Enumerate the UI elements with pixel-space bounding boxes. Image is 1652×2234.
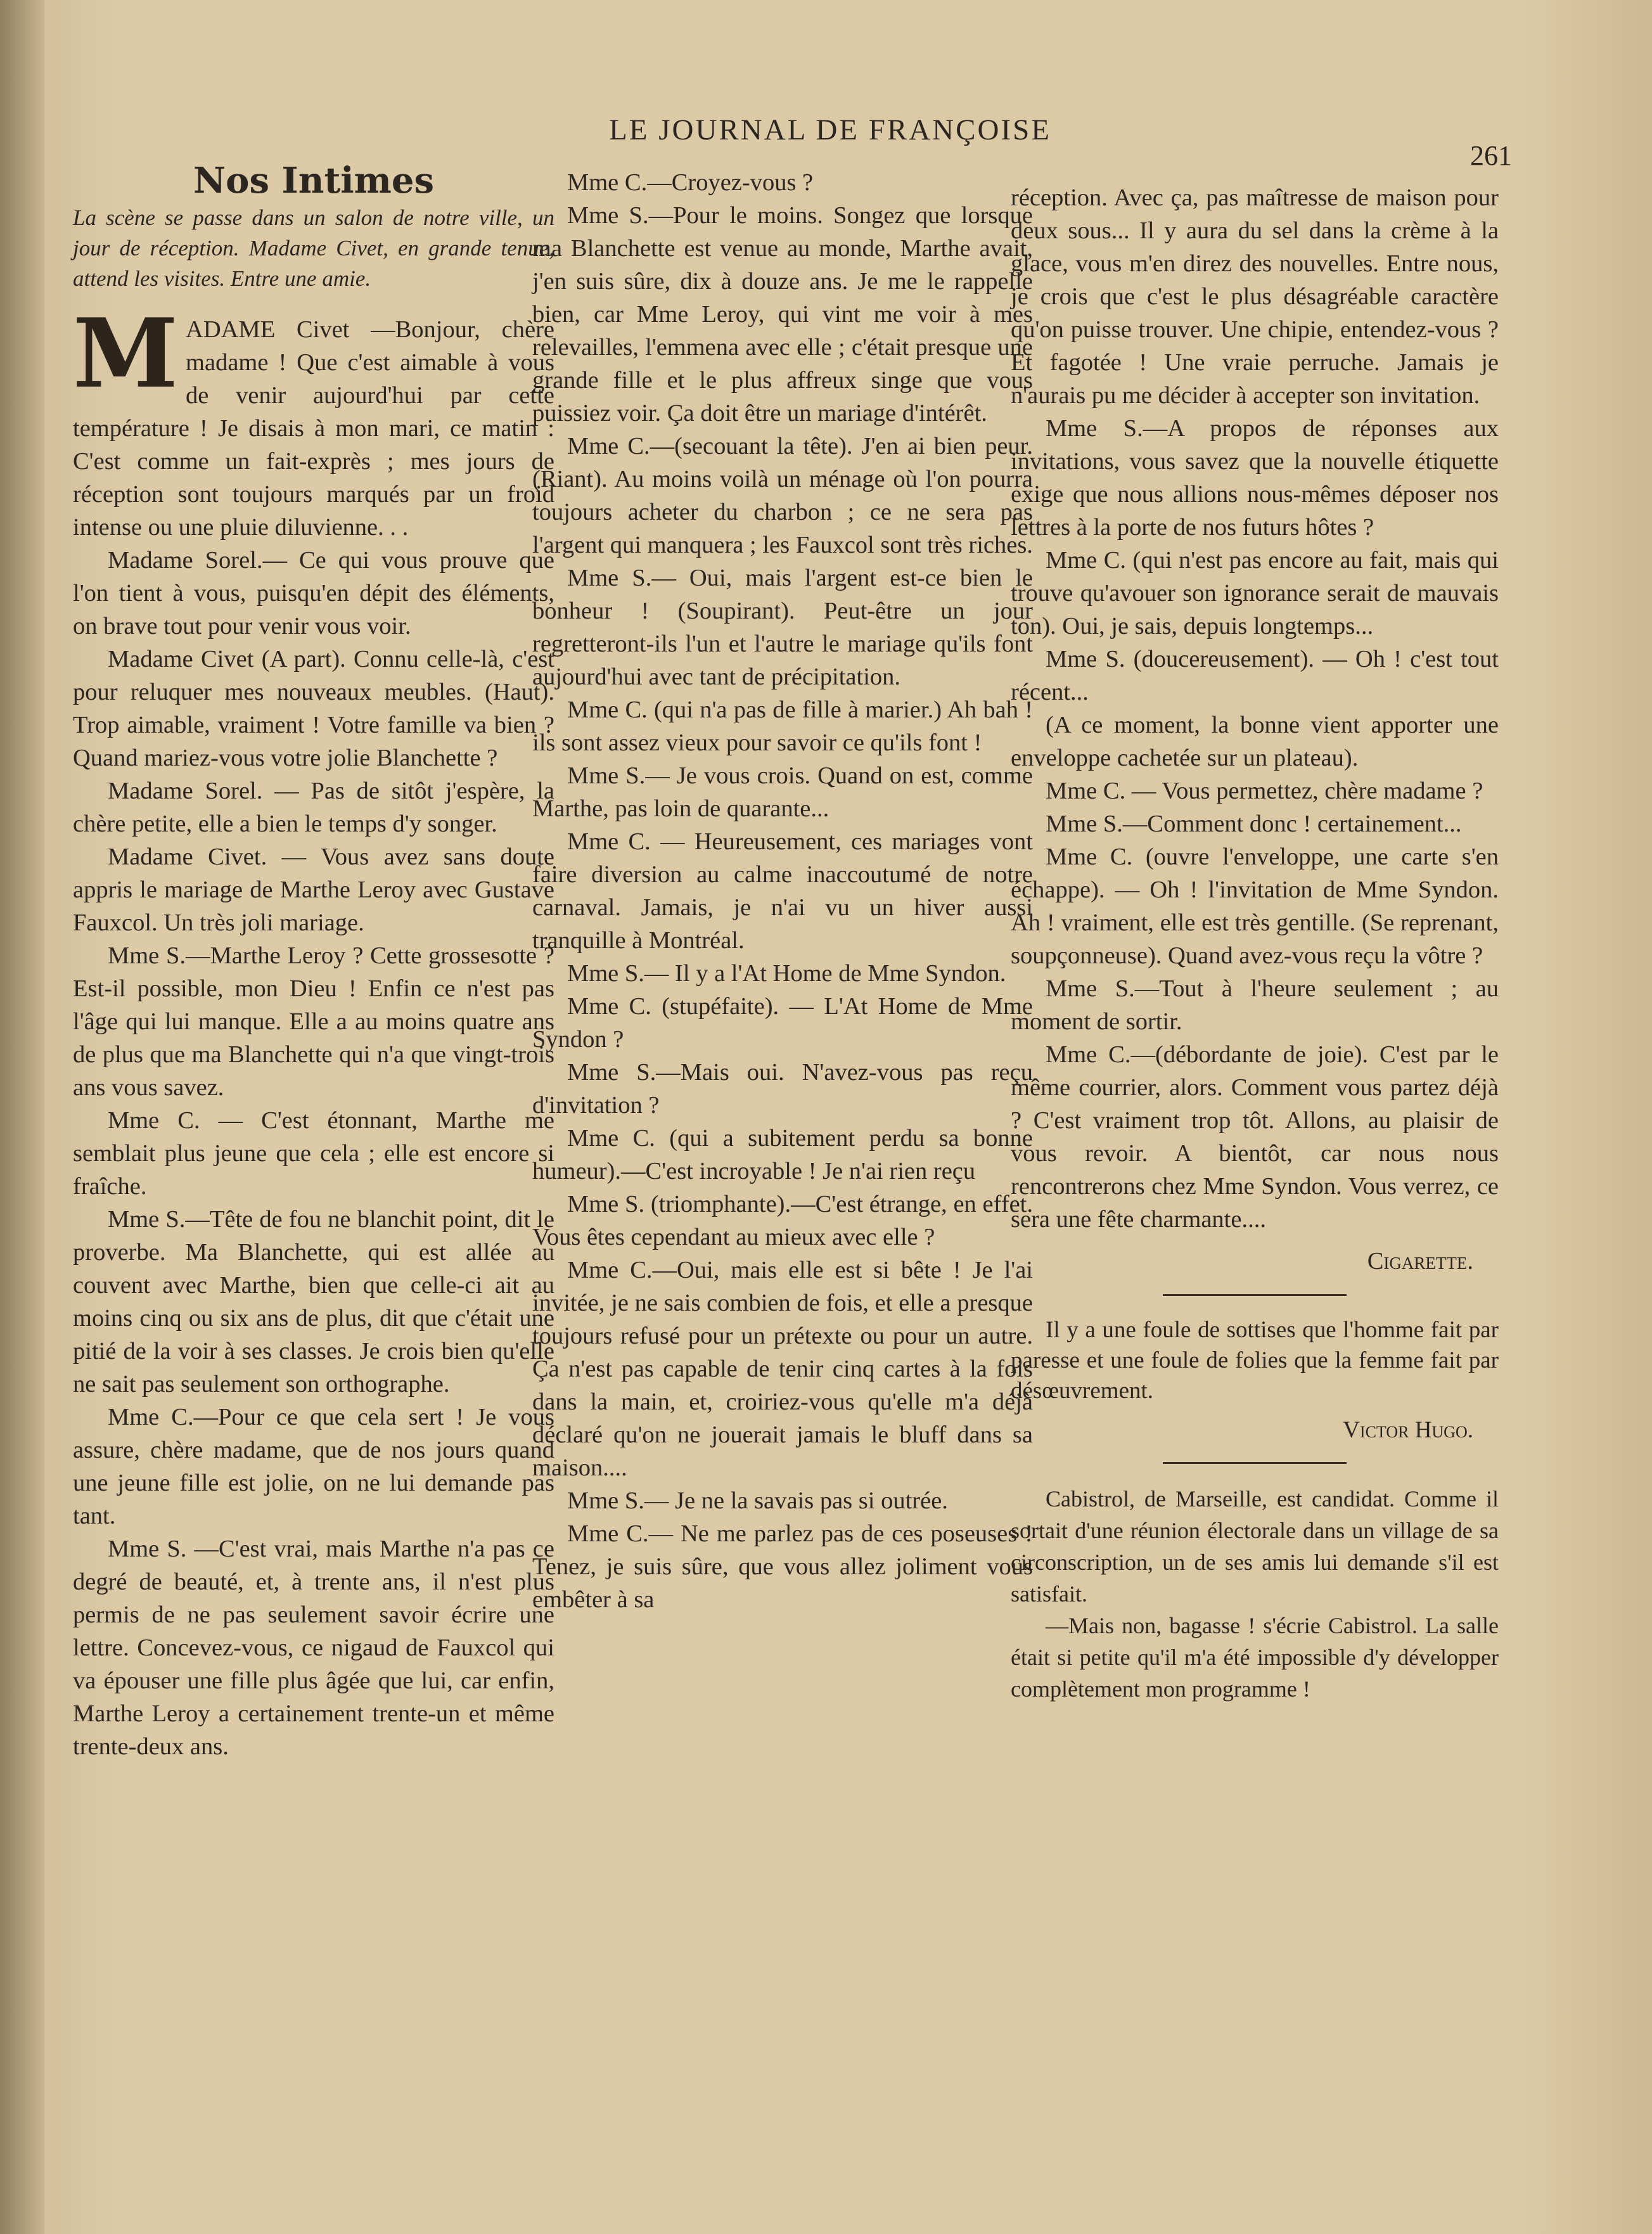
paragraph: Mme C. — C'est étonnant, Marthe me semblait plus jeune que cela ; elle est encore si fraîche. — [73, 1107, 554, 1200]
paragraph: Mme S.—Pour le moins. Songez que lorsque ma Blanchette est venue au monde, Marthe avait, j'en suis sûre, dix à douze ans. Je me le rappelle bien, car Mme Leroy, qui vint me voir à mes relevailles, l'emmena avec elle ; c'était presque une grande fille et le plus affreux singe que vous puissiez voir. Ça doit être un mariage d'intérêt. — [532, 202, 1033, 427]
paragraph: Mme C. (stupéfaite). — L'At Home de Mme Syndon ? — [532, 993, 1033, 1053]
drop-cap: M — [73, 298, 179, 409]
article-title: Nos Intimes — [193, 160, 435, 202]
paragraph: Mme C. (qui n'a pas de fille à marier.) Ah bah ! ils sont assez vieux pour savoir ce qu'ils font ! — [532, 697, 1033, 756]
paragraph: Mme C. (qui a subitement perdu sa bonne humeur).—C'est incroyable ! Je n'ai rien reçu — [532, 1125, 1033, 1184]
paragraph: Mme S.— Je vous crois. Quand on est, comme Marthe, pas loin de quarante... — [532, 762, 1033, 822]
article-intro: La scène se passe dans un salon de notre ville, un jour de réception. Madame Civet, en grande tenue, attend les visites. Entre une amie. — [73, 205, 554, 291]
paragraph: Mme S. —C'est vrai, mais Marthe n'a pas ce degré de beauté, et, à trente ans, il n'est plus permis de ne pas seulement savoir écrire une lettre. Concevez-vous, ce nigaud de Fauxcol qui va épouser une fille plus âgée que lui, car enfin, Marthe Leroy a certainement trente-un et même trente-deux ans. — [73, 1536, 554, 1760]
paragraph: Mme C. — Vous permettez, chère madame ? — [1046, 778, 1483, 804]
page-number: 261 — [1470, 140, 1512, 171]
paragraph: Mme S.—Tête de fou ne blanchit point, dit le proverbe. Ma Blanchette, qui est allée au couvent avec Marthe, bien que celle-ci ait au moins cinq ou six ans de plus, dit que c'était une pitié de la voir à ses classes. Je crois bien qu'elle ne sait pas seulement son orthographe. — [73, 1206, 554, 1397]
paragraph: Mme C. (ouvre l'enveloppe, une carte s'en échappe). — Oh ! l'invitation de Mme Syndon. Ah ! vraiment, elle est très gentille. (Se reprenant, soupçonneuse). Quand avez-vous reçu la vôtre ? — [1011, 844, 1499, 969]
paragraph: Mme S.—Mais oui. N'avez-vous pas reçu d'invitation ? — [532, 1059, 1033, 1119]
paragraph: —Mais non, bagasse ! s'écrie Cabistrol. La salle était si petite qu'il m'a été impossible d'y développer complètement mon programme ! — [1011, 1613, 1499, 1702]
paragraph: Madame Civet. — Vous avez sans doute appris le mariage de Marthe Leroy avec Gustave Fauxcol. Un très joli mariage. — [73, 844, 554, 936]
paragraph: Mme C.—(secouant la tête). J'en ai bien peur. (Riant). Au moins voilà un ménage où l'on pourra toujours acheter du charbon ; ce ne sera pas l'argent qui manquera ; les Fauxcol sont très riches. — [532, 433, 1033, 558]
paragraph: Mme C.—Pour ce que cela sert ! Je vous assure, chère madame, que de nos jours quand une jeune fille est jolie, on ne lui demande pas tant. — [73, 1404, 554, 1529]
paragraph: Mme S.—Marthe Leroy ? Cette grossesotte ? Est-il possible, mon Dieu ! Enfin ce n'est pas l'âge qui lui manque. Elle a au moins quatre ans de plus que ma Blanchette qui n'a que vingt-trois ans vous savez. — [73, 942, 554, 1101]
quote-text: Il y a une foule de sottises que l'homme fait par paresse et une foule de folies que la femme fait par désœuvrement. — [1011, 1317, 1499, 1404]
paragraph: Mme S.—A propos de réponses aux invitations, vous savez que la nouvelle étiquette exige que nous allions nous-mêmes déposer nos lettres à la porte de nos futurs hôtes ? — [1011, 415, 1499, 541]
paragraph: Mme C.—(débordante de joie). C'est par le même courrier, alors. Comment vous partez déjà ? C'est vraiment trop tôt. Allons, au plaisir de vous revoir. A bientôt, car nous nous rencontrerons chez Mme Syndon. Vous verrez, ce sera une fête charmante.... — [1011, 1041, 1499, 1233]
paragraph: MADAME Civet —Bonjour, chère madame ! Que c'est aimable à vous de venir aujourd'hui par cette température ! Je disais à mon mari, ce matin : C'est comme un fait-exprès ; mes jours de réception sont toujours marqués par un froid intense ou une pluie diluvienne. . . — [73, 298, 554, 541]
paragraph: Cabistrol, de Marseille, est candidat. Comme il sortait d'une réunion électorale dans un village de sa circonscription, un de ses amis lui demande s'il est satisfait. — [1011, 1486, 1499, 1607]
paragraph: Mme S. (triomphante).—C'est étrange, en effet. Vous êtes cependant au mieux avec elle ? — [532, 1191, 1033, 1250]
journal-title: LE JOURNAL DE FRANÇOISE — [609, 113, 1051, 146]
divider — [1163, 1462, 1347, 1464]
paragraph: Madame Civet (A part). Connu celle-là, c'est pour reluquer mes nouveaux meubles. (Haut). Trop aimable, vraiment ! Votre famille va bien ? Quand mariez-vous votre jolie Blanchette ? — [73, 646, 554, 771]
paragraph: Mme S.—Comment donc ! certainement... — [1046, 811, 1462, 837]
paragraph: Madame Sorel. — Pas de sitôt j'espère, la chère petite, elle a bien le temps d'y songer. — [73, 778, 554, 837]
paragraph: Mme C. — Heureusement, ces mariages vont faire diversion au calme inaccoutumé de notre carnaval. Jamais, je n'ai vu un hiver aussi tranquille à Montréal. — [532, 828, 1033, 954]
paragraph: Mme C.— Ne me parlez pas de ces poseuses ! Tenez, je suis sûre, que vous allez joliment vous embêter à sa — [532, 1520, 1033, 1613]
paragraph: (A ce moment, la bonne vient apporter une enveloppe cachetée sur un plateau). — [1011, 712, 1499, 771]
column-2 — [532, 166, 1033, 1616]
column-1 — [73, 158, 554, 1763]
quote-block — [1011, 1315, 1499, 1446]
paragraph: Mme S. (doucereusement). — Oh ! c'est tout récent... — [1011, 646, 1499, 705]
article-signature: Cigarette. — [1367, 1248, 1473, 1274]
paragraph: Mme C. (qui n'est pas encore au fait, mais qui trouve qu'avouer son ignorance serait de mauvais ton). Oui, je sais, depuis longtemps... — [1011, 547, 1499, 639]
paragraph: Madame Sorel.— Ce qui vous prouve que l'on tient à vous, puisqu'en dépit des éléments, on brave tout pour venir vous voir. — [73, 547, 554, 639]
quote-author: Victor Hugo. — [1343, 1417, 1473, 1443]
divider — [1163, 1294, 1347, 1296]
paragraph: Mme S.—Tout à l'heure seulement ; au moment de sortir. — [1011, 975, 1499, 1035]
paragraph: réception. Avec ça, pas maîtresse de maison pour deux sous... Il y aura du sel dans la crème à la glace, vous m'en direz des nouvelles. Entre nous, je crois que c'est le plus désagréable caractère qu'on puisse trouver. Une chipie, entendez-vous ? Et fagotée ! Une vraie perruche. Jamais je n'aurais pu me décider à accepter son invitation. — [1011, 184, 1499, 409]
binding-gutter — [0, 0, 44, 2234]
anecdote-block — [1011, 1483, 1499, 1705]
paragraph: Mme S.— Il y a l'At Home de Mme Syndon. — [567, 960, 1006, 987]
paragraph: Mme S.— Je ne la savais pas si outrée. — [567, 1487, 948, 1514]
paragraph: Mme C.—Croyez-vous ? — [567, 169, 814, 196]
paragraph: Mme C.—Oui, mais elle est si bête ! Je l'ai invitée, je ne sais combien de fois, et elle a presque toujours refusé pour un prétexte ou pour un autre. Ça n'est pas capable de tenir cinq cartes à la fois dans la main, et, croiriez-vous qu'elle m'a déjà déclaré qu'on ne jouerait jamais le bluff dans sa maison.... — [532, 1257, 1033, 1481]
paragraph: Mme S.— Oui, mais l'argent est-ce bien le bonheur ! (Soupirant). Peut-être un jour regretteront-ils l'un et l'autre le mariage qu'ils font aujourd'hui avec tant de précipitation. — [532, 565, 1033, 690]
column-3 — [1011, 181, 1499, 1705]
